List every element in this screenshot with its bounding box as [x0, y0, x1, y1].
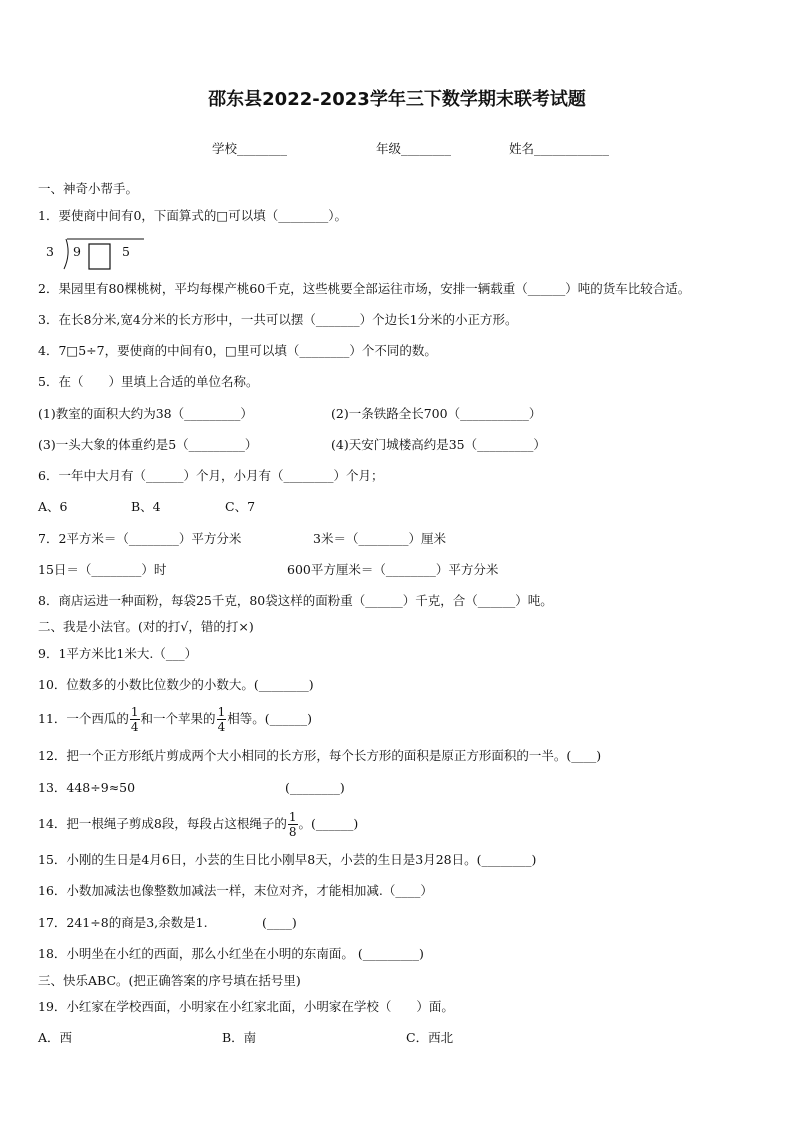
- question-19-option-c: C．西北: [406, 1030, 454, 1045]
- fraction-denominator: 8: [288, 825, 297, 839]
- section-heading-2: 二、我是小法官。(对的打√，错的打×): [38, 619, 254, 634]
- question-7-item-1: 7．2平方米＝（________）平方分米: [38, 531, 242, 546]
- question-11: [38, 703, 312, 735]
- dividend-digit-3: 5: [122, 244, 130, 259]
- question-4: 4．7□5÷7，要使商的中间有0，□里可以填（________）个不同的数。: [38, 343, 437, 358]
- question-19-option-a: A．西: [38, 1030, 73, 1045]
- question-3: 3．在长8分米,宽4分米的长方形中，一共可以摆（_______）个边长1分米的小正方形。: [38, 312, 518, 327]
- question-5-item-1: (1)教室的面积大约为38（_________）: [38, 406, 253, 421]
- question-5-item-2: (2)一条铁路全长700（___________）: [331, 406, 542, 421]
- section-heading-1: 一、神奇小帮手。: [38, 181, 139, 196]
- long-division-figure: [40, 236, 152, 272]
- question-12: 12．把一个正方形纸片剪成两个大小相同的长方形，每个长方形的面积是原正方形面积的一半。(____): [38, 748, 602, 763]
- question-11-suffix: 相等。(______): [227, 711, 312, 726]
- question-6: 6．一年中大月有（______）个月，小月有（________）个月；: [38, 468, 384, 483]
- fraction-numerator: 1: [288, 810, 297, 824]
- grade-field: 年级________: [376, 141, 452, 156]
- question-11-middle: 和一个苹果的: [140, 711, 216, 726]
- question-17: 17．241÷8的商是3,余数是1.: [38, 915, 208, 930]
- dividend-digit-1: 9: [73, 244, 81, 259]
- question-16: 16．小数加减法也像整数加减法一样，末位对齐，才能相加减.（____）: [38, 883, 433, 898]
- question-5-item-4: (4)天安门城楼高约是35（_________）: [331, 437, 546, 452]
- question-17-blank: (____): [262, 915, 297, 930]
- question-8: 8．商店运进一种面粉，每袋25千克，80袋这样的面粉重（______）千克，合（______）吨。: [38, 593, 553, 608]
- question-10: 10．位数多的小数比位数少的小数大。(________): [38, 677, 314, 692]
- question-19-option-b: B．南: [222, 1030, 257, 1045]
- fraction-one-quarter: [217, 706, 227, 733]
- school-field: 学校________: [212, 141, 288, 156]
- question-13-blank: (________): [285, 780, 345, 795]
- question-13: 13．448÷9≈50: [38, 780, 136, 795]
- question-7-item-3: 15日＝（________）时: [38, 562, 167, 577]
- fraction-one-quarter: [130, 706, 140, 733]
- fraction-numerator: 1: [217, 705, 226, 719]
- divisor: 3: [46, 244, 54, 259]
- question-19: 19．小红家在学校西面，小明家在小红家北面，小明家在学校（ ）面。: [38, 999, 454, 1014]
- question-18: 18．小明坐在小红的西面，那么小红坐在小明的东南面。 (_________): [38, 946, 424, 961]
- question-15: 15．小刚的生日是4月6日，小芸的生日比小刚早8天，小芸的生日是3月28日。(________): [38, 852, 537, 867]
- question-14-prefix: 14．把一根绳子剪成8段，每段占这根绳子的: [38, 816, 287, 831]
- page-title: 邵东县2022-2023学年三下数学期末联考试题: [208, 89, 586, 110]
- question-1: 1．要使商中间有0，下面算式的□可以填（________）。: [38, 208, 347, 223]
- question-14-suffix: 。(______): [298, 816, 359, 831]
- question-11-prefix: 11．一个西瓜的: [38, 711, 129, 726]
- question-5-item-3: (3)一头大象的体重约是5（_________）: [38, 437, 258, 452]
- question-7-item-4: 600平方厘米＝（________）平方分米: [287, 562, 499, 577]
- question-9: 9．1平方米比1米大.（___）: [38, 646, 198, 661]
- question-6-option-a: A、6: [38, 499, 68, 514]
- question-14: [38, 808, 358, 840]
- question-6-option-c: C、7: [225, 499, 256, 514]
- question-2: 2．果园里有80棵桃树，平均每棵产桃60千克，这些桃要全部运往市场，安排一辆载重（______）吨的货车比较合适。: [38, 281, 691, 296]
- fraction-denominator: 4: [217, 720, 226, 734]
- division-bracket-icon: [40, 236, 152, 272]
- question-5: 5．在（ ）里填上合适的单位名称。: [38, 374, 259, 389]
- question-7-item-2: 3米＝（________）厘米: [313, 531, 446, 546]
- question-6-option-b: B、4: [131, 499, 161, 514]
- section-heading-3: 三、快乐ABC。(把正确答案的序号填在括号里): [38, 973, 301, 988]
- fraction-numerator: 1: [130, 705, 139, 719]
- name-field: 姓名____________: [509, 141, 610, 156]
- fraction-one-eighth: [288, 811, 298, 838]
- fraction-denominator: 4: [130, 720, 139, 734]
